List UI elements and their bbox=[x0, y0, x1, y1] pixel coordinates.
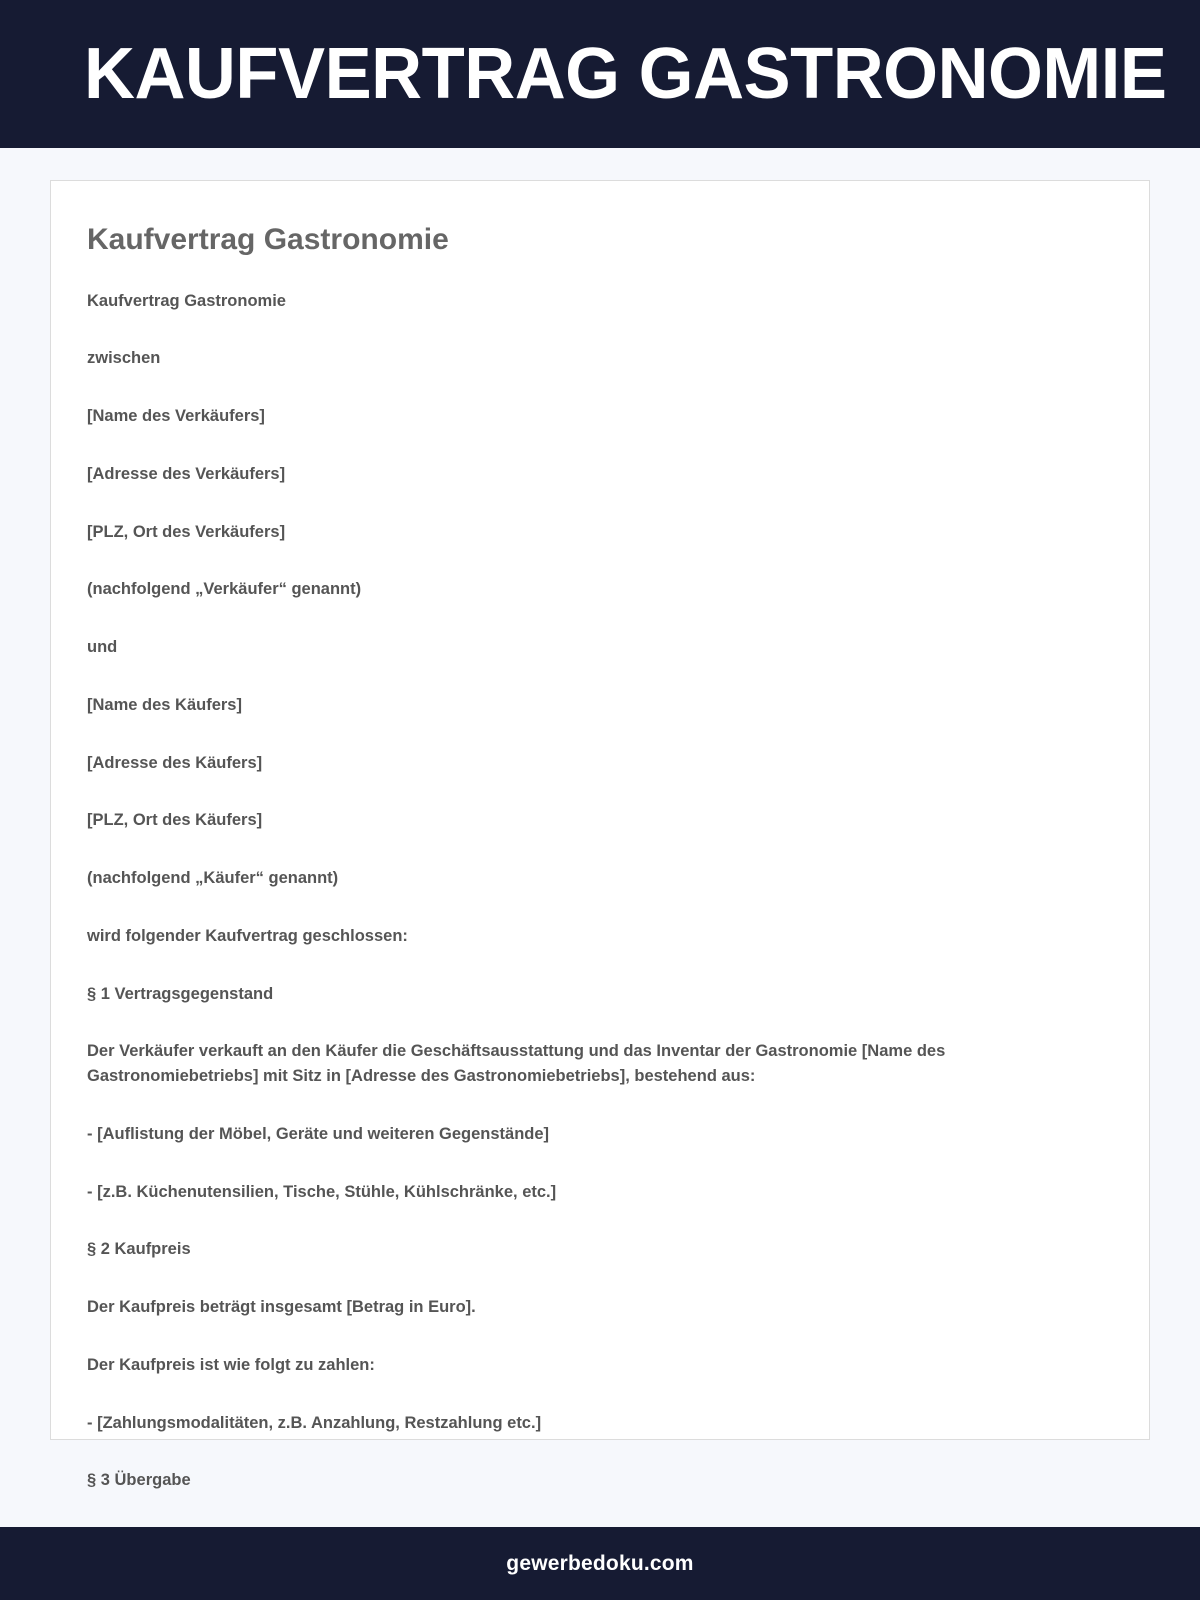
document-section-1-heading: § 1 Vertragsgegenstand bbox=[87, 984, 274, 1003]
document-paragraph-und: und bbox=[87, 638, 118, 656]
page-header-title: KAUFVERTRAG GASTRONOMIE bbox=[84, 34, 1167, 114]
document-paragraph-seller-name: [Name des Verkäufers] bbox=[87, 407, 265, 425]
document-paragraph-buyer-name: [Name des Käufers] bbox=[87, 695, 242, 714]
document-paragraph-conclusion: wird folgender Kaufvertrag geschlossen: bbox=[87, 926, 408, 945]
document-paragraph-seller-alias: (nachfolgend „Verkäufer“ genannt) bbox=[87, 580, 362, 599]
document-paragraph-title-repeat: Kaufvertrag Gastronomie bbox=[87, 291, 286, 310]
document-card bbox=[50, 180, 1150, 1490]
document-section-3-heading: § 3 Übergabe bbox=[87, 1471, 191, 1490]
document-section-2-amount: Der Kaufpreis beträgt insgesamt [Betrag in Euro]. bbox=[87, 1298, 476, 1316]
page-footer bbox=[0, 1527, 1200, 1600]
footer-site-name: gewerbedoku.com bbox=[506, 1551, 694, 1575]
document-heading: Kaufvertrag Gastronomie bbox=[87, 223, 449, 256]
document-section-2-heading: § 2 Kaufpreis bbox=[87, 1240, 191, 1259]
page-header-banner bbox=[0, 0, 1200, 148]
document-paragraph-buyer-address: [Adresse des Käufers] bbox=[87, 753, 263, 772]
document-section-1-item-1: - [Auflistung der Möbel, Geräte und weiteren Gegenstände] bbox=[87, 1124, 550, 1143]
page-body bbox=[0, 148, 1200, 1527]
document-section-2-terms-intro: Der Kaufpreis ist wie folgt zu zahlen: bbox=[87, 1355, 375, 1374]
document-paragraph-seller-address: [Adresse des Verkäufers] bbox=[87, 464, 286, 483]
document-paragraph-buyer-alias: (nachfolgend „Käufer“ genannt) bbox=[87, 869, 339, 887]
document-paragraph-zwischen: zwischen bbox=[87, 349, 161, 368]
document-paragraph-seller-city: [PLZ, Ort des Verkäufers] bbox=[87, 522, 286, 541]
document-section-1-item-2: - [z.B. Küchenutensilien, Tische, Stühle, Kühlschränke, etc.] bbox=[87, 1182, 557, 1201]
document-section-1-body: Der Verkäufer verkauft an den Käufer die Geschäftsausstattung und das Inventar der Gastronomie [Name des Gastronomiebetriebs] mit Sitz in [Adresse des Gastronomiebetriebs], bestehend aus: bbox=[87, 1042, 946, 1085]
document-section-2-item-1: - [Zahlungsmodalitäten, z.B. Anzahlung, Restzahlung etc.] bbox=[87, 1413, 542, 1432]
document-paragraph-buyer-city: [PLZ, Ort des Käufers] bbox=[87, 811, 263, 830]
